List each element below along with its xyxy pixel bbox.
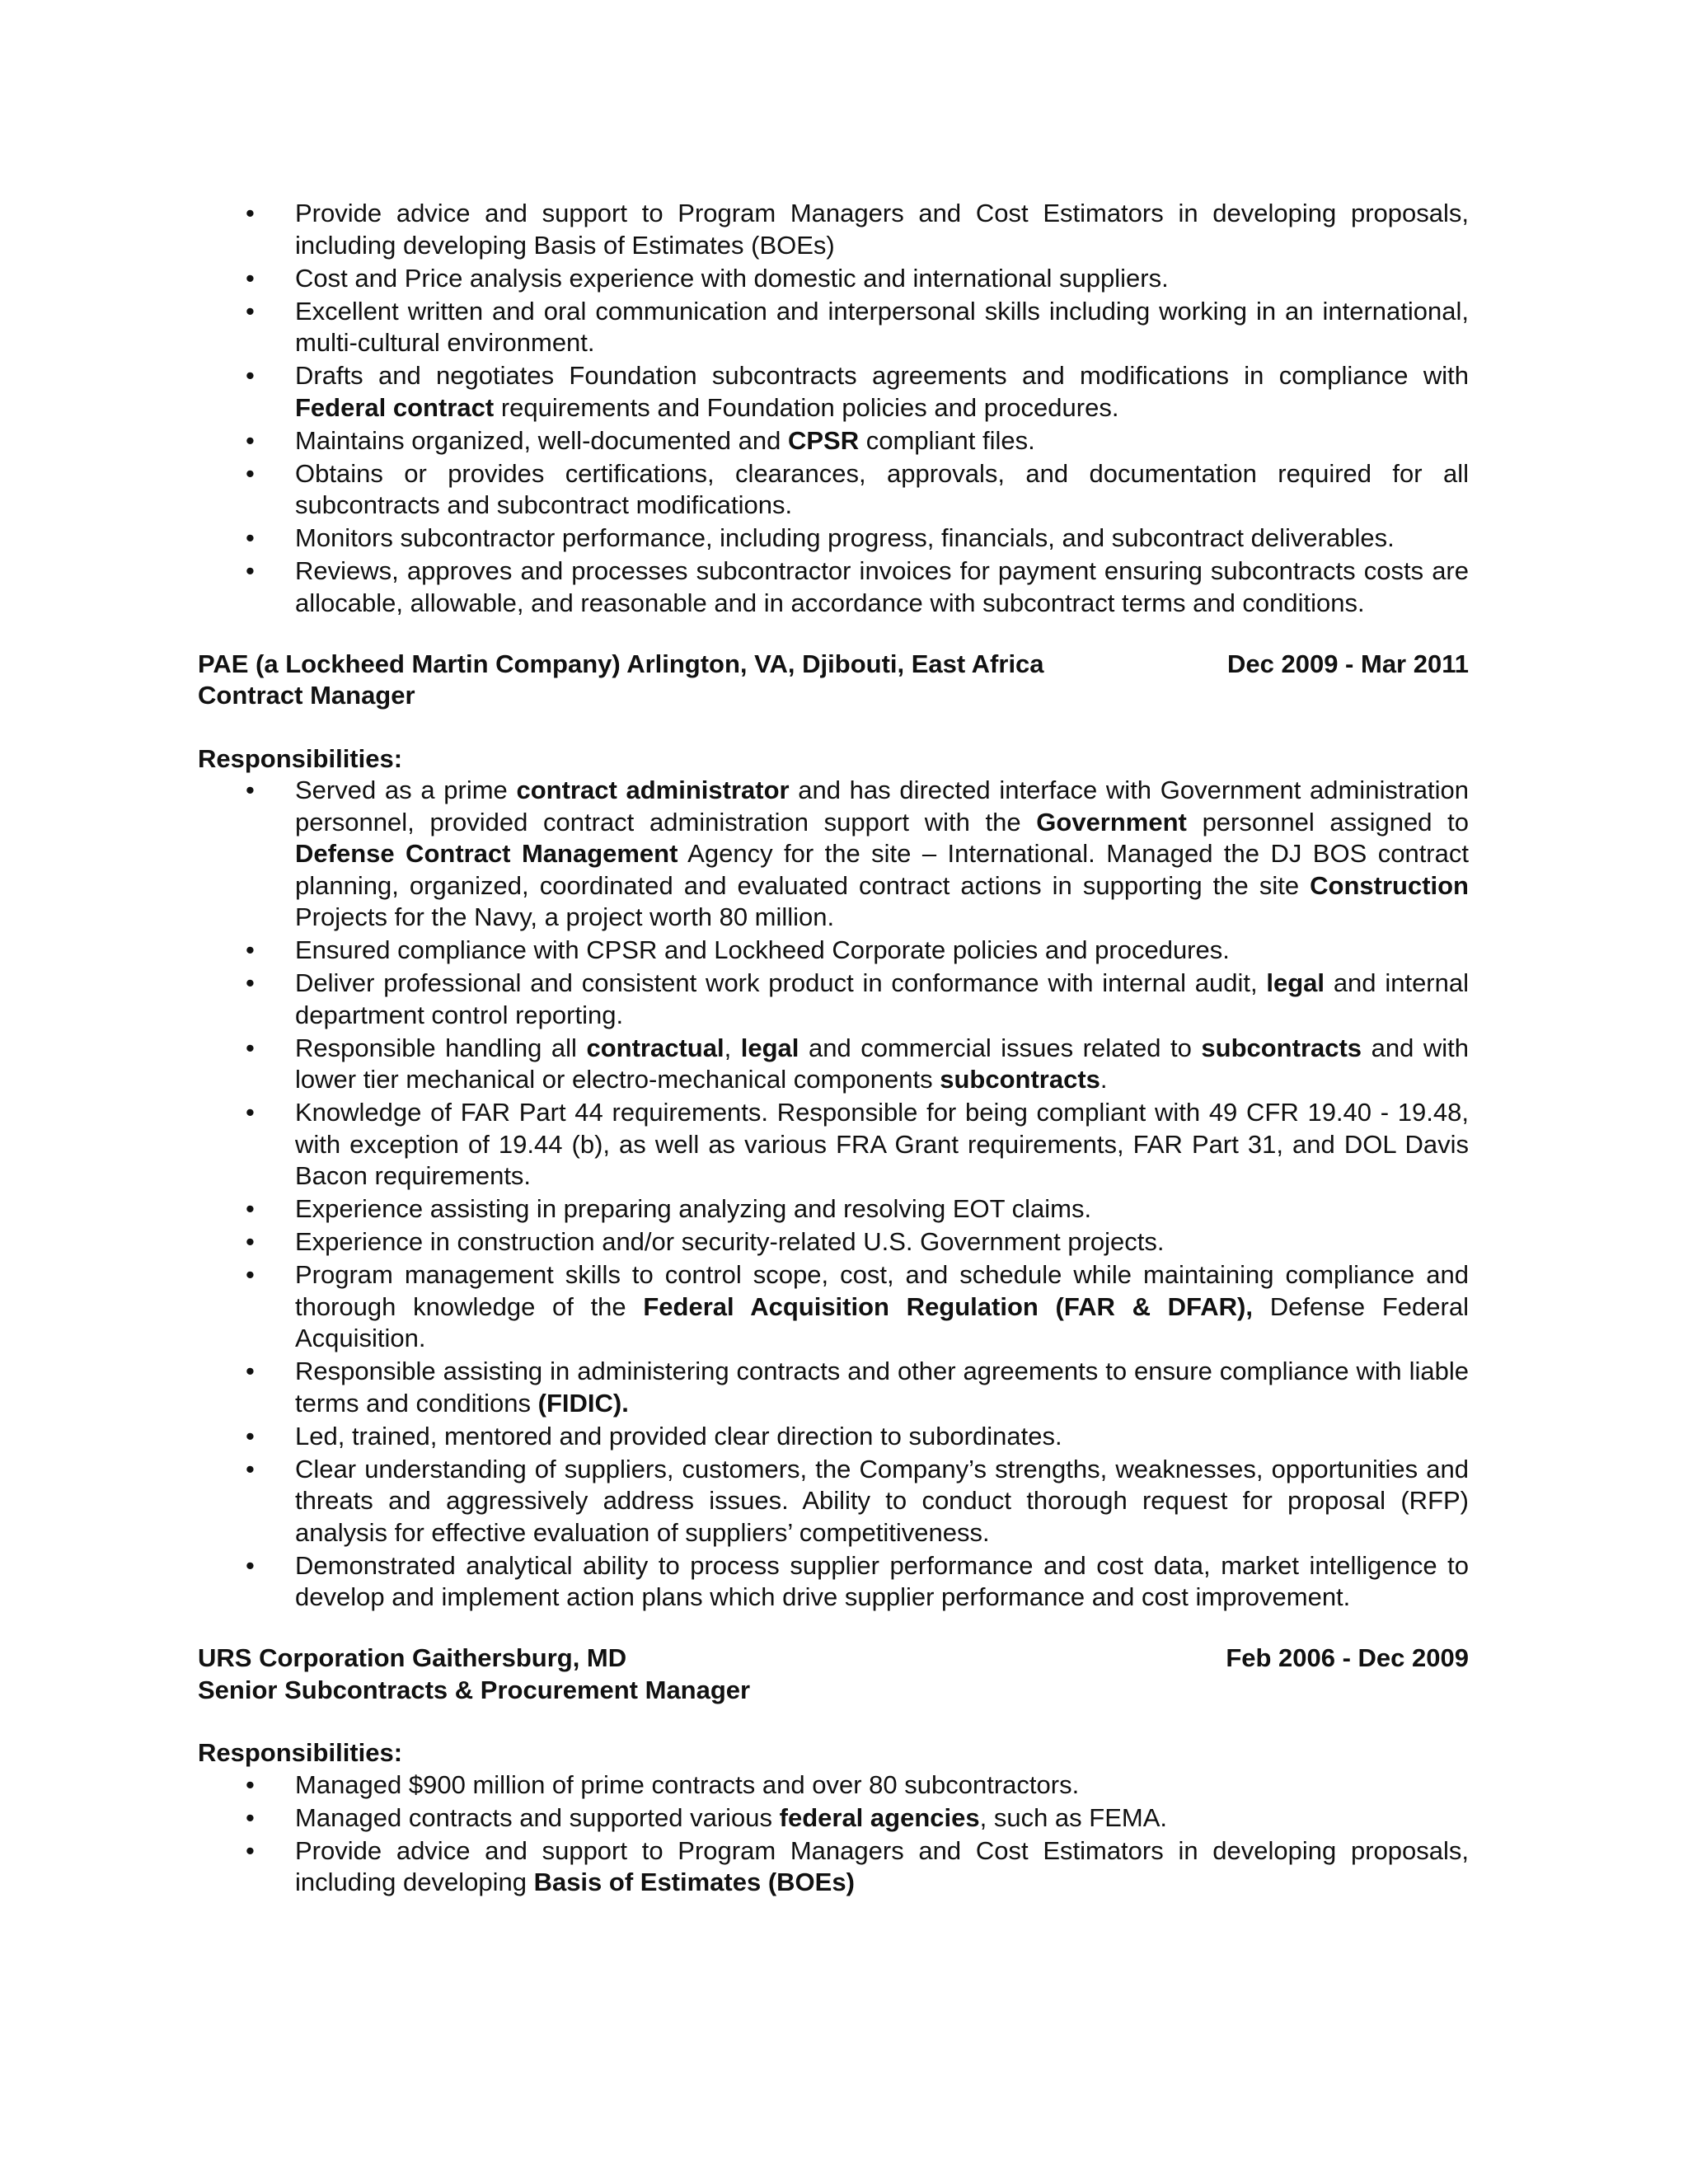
bold-text: subcontracts: [940, 1065, 1100, 1094]
job-header: [198, 649, 1469, 681]
bold-text: contract administrator: [516, 776, 790, 804]
bullet-item: • Monitors subcontractor performance, including progress, financials, and subcontract deliverables.: [295, 523, 1469, 555]
bullet-item: • Reviews, approves and processes subcontractor invoices for payment ensuring subcontracts costs are allocable, allowable, and reasonable and in accordance with subcontract terms and conditions.: [295, 555, 1469, 619]
bold-text: Government: [1036, 807, 1187, 837]
bullet-item: • Program management skills to control scope, cost, and schedule while maintaining compliance and thorough knowledge of the Federal Acquisition Regulation (FAR & DFAR), Defense Federal Acquisition.: [295, 1259, 1469, 1355]
bold-text: Construction: [1310, 870, 1469, 900]
bullet-item: • Experience in construction and/or security-related U.S. Government projects.: [295, 1226, 1469, 1258]
job-section-urs: [198, 1643, 1469, 1899]
bullet-list: [198, 775, 1469, 1614]
bullet-item: • Experience assisting in preparing analyzing and resolving EOT claims.: [295, 1193, 1469, 1226]
resume-content: [198, 198, 1469, 1900]
job-title: Senior Subcontracts & Procurement Manager: [198, 1675, 751, 1704]
bold-text: legal: [1266, 968, 1325, 997]
bullet-item: • Managed $900 million of prime contracts and over 80 subcontractors.: [295, 1769, 1469, 1802]
bullet-list: [198, 198, 1469, 619]
bold-text: legal: [740, 1033, 799, 1062]
job-header: [198, 1643, 1469, 1675]
bold-text: Basis of Estimates (BOEs): [533, 1868, 855, 1896]
bullet-item: • Led, trained, mentored and provided clear direction to subordinates.: [295, 1421, 1469, 1453]
job-title: Contract Manager: [198, 681, 415, 710]
bold-text: Defense Contract Management: [295, 839, 678, 868]
bullet-item: • Cost and Price analysis experience with domestic and international suppliers.: [295, 263, 1469, 295]
responsibilities-heading: Responsibilities:: [198, 1738, 403, 1767]
job-section-pae: [198, 649, 1469, 1614]
bullet-item: • Managed contracts and supported various federal agencies, such as FEMA.: [295, 1802, 1469, 1835]
bullet-list: [198, 1769, 1469, 1899]
bold-text: Federal Acquisition Regulation (FAR & DFAR),: [643, 1291, 1253, 1321]
bullet-item: • Maintains organized, well-documented and CPSR compliant files.: [295, 425, 1469, 457]
responsibilities-heading: Responsibilities:: [198, 743, 403, 773]
bold-text: federal agencies: [779, 1802, 980, 1832]
bullet-item: • Deliver professional and consistent work product in conformance with internal audit, legal and internal department control reporting.: [295, 968, 1469, 1031]
bullet-item: • Demonstrated analytical ability to process supplier performance and cost data, market intelligence to develop and implement action plans which drive supplier performance and cost improvement.: [295, 1550, 1469, 1614]
bold-text: Federal contract: [295, 392, 495, 422]
bullet-item: • Drafts and negotiates Foundation subcontracts agreements and modifications in compliance with Federal contract requirements and Foundation policies and procedures.: [295, 360, 1469, 424]
bullet-item: • Responsible handling all contractual, legal and commercial issues related to subcontracts and with lower tier mechanical or electro-mechanical components subcontracts.: [295, 1033, 1469, 1096]
company-name: URS Corporation Gaithersburg, MD: [198, 1643, 627, 1672]
bullet-item: • Excellent written and oral communication and interpersonal skills including working in an international, multi-cultural environment.: [295, 296, 1469, 359]
bullet-item: • Responsible assisting in administering contracts and other agreements to ensure compliance with liable terms and conditions (FIDIC).: [295, 1356, 1469, 1419]
bold-text: (FIDIC).: [537, 1388, 629, 1418]
bullet-item: • Served as a prime contract administrator and has directed interface with Government administration personnel, provided contract administration support with the Government personnel assigned to Defense Contract Management Agency for the site – International. Managed the DJ BOS contract planning, organized, coordinated and evaluated contract actions in supporting the site Construction Projects for the Navy, a project worth 80 million.: [295, 775, 1469, 934]
bullet-item: • Provide advice and support to Program Managers and Cost Estimators in developing proposals, including developing Basis of Estimates (BOEs): [295, 1835, 1469, 1899]
job-dates: Feb 2006 - Dec 2009: [1226, 1643, 1469, 1672]
bullet-item: • Knowledge of FAR Part 44 requirements. Responsible for being compliant with 49 CFR 19.40 - 19.48, with exception of 19.44 (b), as well as various FRA Grant requirements, FAR Part 31, and DOL Davis Bacon requirements.: [295, 1097, 1469, 1193]
bullet-item: • Clear understanding of suppliers, customers, the Company’s strengths, weaknesses, opportunities and threats and aggressively address issues. Ability to conduct thorough request for proposal (RFP) analysis for effective evaluation of suppliers’ competitiveness.: [295, 1454, 1469, 1549]
bold-text: CPSR: [787, 425, 860, 455]
bullet-item: • Ensured compliance with CPSR and Lockheed Corporate policies and procedures.: [295, 935, 1469, 967]
bullet-item: • Obtains or provides certifications, clearances, approvals, and documentation required for all subcontracts and subcontract modifications.: [295, 458, 1469, 522]
job-dates: Dec 2009 - Mar 2011: [1227, 649, 1469, 678]
bullet-item: • Provide advice and support to Program Managers and Cost Estimators in developing proposals, including developing Basis of Estimates (BOEs): [295, 198, 1469, 261]
bold-text: contractual: [586, 1033, 724, 1062]
bold-text: subcontracts: [1201, 1033, 1362, 1062]
company-name: PAE (a Lockheed Martin Company) Arlington, VA, Djibouti, East Africa: [198, 649, 1044, 678]
